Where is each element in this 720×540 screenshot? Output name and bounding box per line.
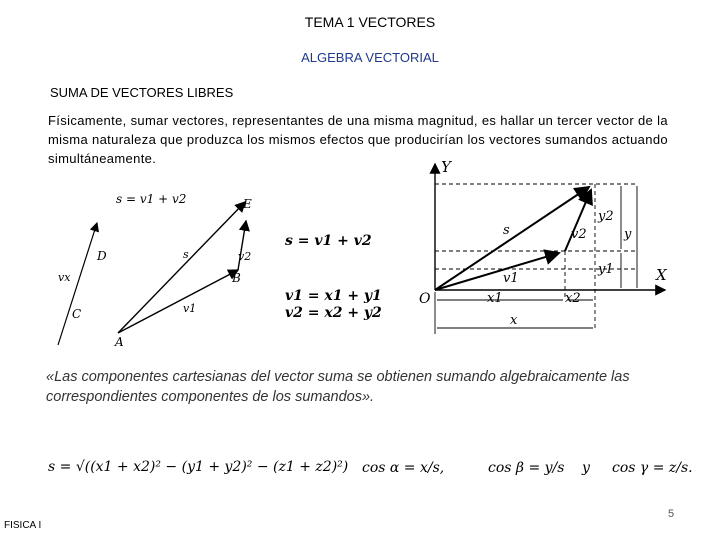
cartesian-rule-quote: «Las componentes cartesianas del vector suma se obtienen sumando algebraicamente las correspondientes componentes de los sumandos». — [46, 369, 630, 405]
point-d-label: D — [97, 249, 107, 263]
v2-label: v2 — [238, 250, 252, 263]
y-label: y — [624, 227, 632, 242]
cos-alpha-formula: cos α = x/s, — [362, 460, 445, 476]
page-number: 5 — [668, 508, 675, 520]
cos-beta-formula: cos β = y/s — [488, 460, 565, 476]
equation-v1: v1 = x1 + y1 — [285, 288, 382, 304]
v1-label: v1 — [183, 302, 197, 315]
section-title: SUMA DE VECTORES LIBRES — [50, 85, 234, 100]
polygon-sum-diagram — [50, 185, 280, 355]
point-a-label: A — [115, 335, 124, 349]
point-e-label: E — [243, 197, 252, 211]
v1-label: v1 — [503, 271, 519, 286]
s-label: s — [503, 223, 510, 238]
point-b-label: B — [232, 271, 241, 285]
x-axis-label: X — [656, 266, 667, 284]
y2-label: y2 — [598, 209, 614, 224]
x-label: x — [510, 313, 518, 328]
footer-label: FISICA I — [4, 520, 42, 531]
vector-s — [118, 202, 245, 333]
definition-paragraph: Físicamente, sumar vectores, representantes de una misma magnitud, es hallar un tercer vector de la misma naturaleza que produzca los mismos efectos que producirían los vectores sumandos actuando simultáneamente. — [48, 113, 669, 166]
y-axis-label: Y — [441, 158, 451, 176]
v2-label: v2 — [571, 227, 587, 242]
x1-label: x1 — [487, 291, 503, 306]
and-word: y — [582, 460, 590, 476]
origin-label: O — [419, 291, 431, 307]
page-title: TEMA 1 VECTORES — [304, 14, 436, 30]
vector-v1 — [118, 270, 238, 333]
diagram-formula: s = v1 + v2 — [116, 192, 187, 206]
cartesian-components-diagram — [415, 158, 685, 336]
x2-label: x2 — [565, 291, 581, 306]
page-subtitle: ALGEBRA VECTORIAL — [301, 50, 439, 65]
equation-sum: s = v1 + v2 — [285, 233, 372, 249]
point-c-label: C — [72, 307, 82, 321]
modulus-formula: s = √((x1 + x2)² − (y1 + y2)² − (z1 + z2)²) — [48, 459, 349, 475]
y1-label: y1 — [598, 262, 614, 277]
s-label: s — [183, 248, 189, 261]
cos-gamma-formula: cos γ = z/s. — [612, 460, 693, 476]
vector-v1 — [435, 253, 559, 290]
equation-v2: v2 = x2 + y2 — [285, 305, 382, 321]
vx-label: vx — [58, 271, 71, 284]
vector-free — [58, 223, 97, 345]
